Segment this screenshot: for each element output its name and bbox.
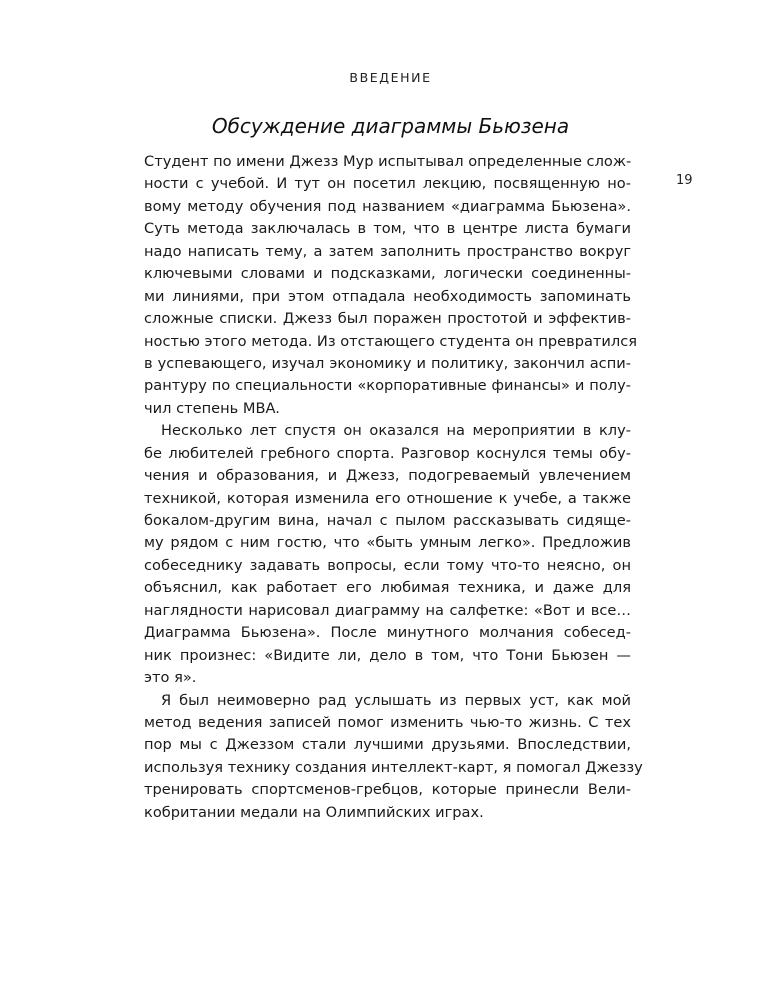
- text-line: собеседнику задавать вопросы, если тому что-то неясно, он: [144, 556, 631, 574]
- text-line: Я был неимоверно рад услышать из первых уст, как мой: [161, 691, 631, 709]
- text-line: чил степень MBA.: [144, 399, 280, 417]
- text-line: ности с учебой. И тут он посетил лекцию, посвященную но-: [144, 175, 631, 193]
- text-line: Студент по имени Джезз Мур испытывал определенные слож-: [144, 153, 632, 170]
- text-line: техникой, которая изменила его отношение к учебе, а также: [144, 489, 631, 507]
- text-line: Диаграмма Бьюзена». После минутного молчания собесед-: [144, 624, 631, 642]
- paragraph-3: [144, 690, 643, 825]
- text-line: ностью этого метода. Из отстающего студента он превратился: [144, 332, 638, 350]
- text-line: объяснил, как работает его любимая техника, и даже для: [144, 579, 631, 597]
- text-line: это я».: [144, 669, 197, 687]
- section-title: Обсуждение диаграммы Бьюзена: [211, 114, 570, 138]
- text-line: кобритании медали на Олимпийских играх.: [144, 803, 484, 821]
- text-line: ми линиями, при этом отпадала необходимость запоминать: [144, 287, 631, 305]
- text-line: Суть метода заключалась в том, что в центре листа бумаги: [144, 220, 631, 238]
- page-number: 19: [676, 173, 693, 188]
- text-line: сложные списки. Джезз был поражен простотой и эффектив-: [144, 310, 631, 328]
- running-head: ВВЕДЕНИЕ: [349, 70, 432, 85]
- text-line: рантуру по специальности «корпоративные финансы» и полу-: [144, 377, 631, 395]
- text-line: ключевыми словами и подсказками, логически соединенны-: [144, 265, 631, 283]
- text-line: бе любителей гребного спорта. Разговор коснулся темы обу-: [144, 444, 631, 462]
- text-line: чения и образования, и Джезз, подогреваемый увлечением: [144, 467, 631, 485]
- text-line: в успевающего, изучал экономику и политику, закончил аспи-: [144, 354, 631, 372]
- text-line: Несколько лет спустя он оказался на мероприятии в клу-: [161, 422, 631, 440]
- text-line: надо написать тему, а затем заполнить пространство вокруг: [144, 242, 631, 260]
- body-text: [144, 151, 643, 824]
- text-line: му рядом с ним гостю, что «быть умным легко». Предложив: [144, 534, 631, 552]
- text-line: наглядности нарисовал диаграмму на салфетке: «Вот и все…: [144, 601, 631, 619]
- paragraph-1: [144, 151, 638, 420]
- text-line: используя технику создания интеллект-карт, я помогал Джеззу: [144, 758, 643, 776]
- text-line: пор мы с Джеззом стали лучшими друзьями. Впоследствии,: [144, 736, 631, 754]
- text-line: вому методу обучения под названием «диаграмма Бьюзена».: [144, 197, 631, 215]
- text-line: метод ведения записей помог изменить чью-то жизнь. С тех: [144, 713, 631, 731]
- text-line: тренировать спортсменов-гребцов, которые принесли Вели-: [144, 781, 631, 799]
- paragraph-2: [144, 420, 631, 689]
- text-line: ник произнес: «Видите ли, дело в том, что Тони Бьюзен —: [144, 646, 631, 664]
- text-line: бокалом-другим вина, начал с пылом рассказывать сидяще-: [144, 512, 631, 529]
